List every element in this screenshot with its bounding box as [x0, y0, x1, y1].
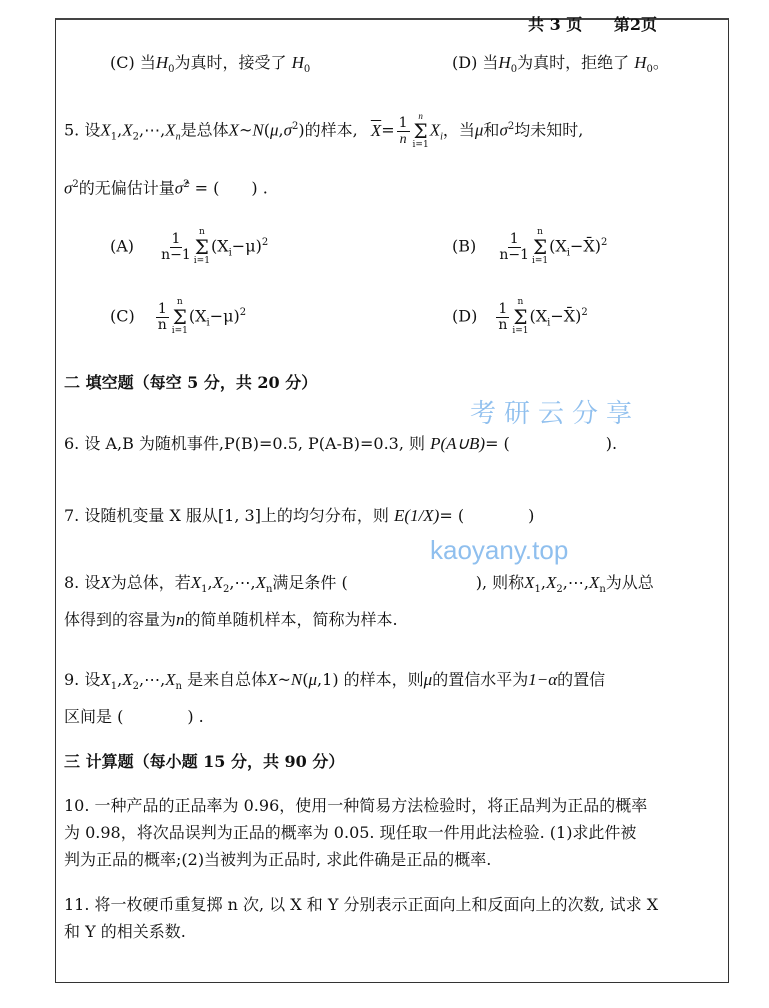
watermark-url: kaoyany.top: [430, 535, 569, 565]
page-counter: [528, 14, 657, 36]
q5-option-a: (A) $\frac{1}{n-1}$ n Σ $i=1(X_i-\mu)^2$: [110, 227, 269, 266]
q5-option-b: (B) $\frac{1}{n-1}$ n Σ $i=1(X_i-X̄)^2$: [452, 227, 608, 266]
current-page: 第2页: [613, 15, 657, 34]
q5-option-d: (D) $\frac{1}{n}$ n Σ $i=1(X_i-X̄)^2$: [452, 297, 588, 336]
question-9: 9. 设$X_1,X_2,\cdots,X_n$ 是来自总体X~N(μ,1) 的样本，则μ的置信水平为1−α的置信: [64, 670, 606, 693]
q5-option-c: (C) $\frac{1}{n}$ n Σ $i=1(X_i-\mu)^2$: [110, 297, 247, 336]
question-10-line: 判为正品的概率;(2)当被判为正品时, 求此件确是正品的概率.: [64, 850, 492, 869]
question-10-line: 为 0.98，将次品误判为正品的概率为 0.05. 现任取一件用此法检验. (1)求此件被: [64, 823, 637, 842]
question-11-line: 和 Y 的相关系数.: [64, 922, 186, 941]
question-10-line: 10. 一种产品的正品率为 0.96，使用一种简易方法检验时，将正品判为正品的概率: [64, 796, 648, 815]
section-3-title: 三 计算题（每小题 15 分，共 90 分）: [64, 752, 345, 771]
total-pages: 共 3 页: [528, 15, 583, 34]
question-6: 6. 设 A,B 为随机事件,P(B)=0.5, P(A-B)=0.3, 则 P(A∪B)= ( ).: [64, 434, 618, 453]
q4-option-c: (C) 当$H_0$为真时，接受了 $H_0$: [110, 53, 311, 76]
question-5-line2: $\sigma^2$的无偏估计量σ̂$^2$ = ( ) .: [64, 178, 268, 198]
question-8: 8. 设X为总体，若$X_1,X_2,\cdots,X_n$满足条件 ( ), 则称$X_1,X_2,\cdots,X_n$为从总: [64, 573, 654, 596]
question-5: 5. 设$X_1,X_2,\cdots,X_n$是总体$X\sim N(\mu,\sigma^2)$的样本, $\overline{X}=$ $\frac{1}{n}$ n Σ $i=1X_i$，当μ和$\sigma^2$均未知时,: [64, 111, 584, 150]
section-2-title: 二 填空题（每空 5 分，共 20 分）: [64, 373, 318, 392]
question-11-line: 11. 将一枚硬币重复掷 n 次, 以 X 和 Y 分别表示正面向上和反面向上的次数, 试求 X: [64, 895, 659, 914]
watermark-cn: 考研云分享: [470, 399, 641, 429]
question-9-line2: 区间是 ( ) .: [64, 707, 204, 726]
question-7: 7. 设随机变量 X 服从[1, 3]上的均匀分布，则 E(1/X)= ( ): [64, 506, 535, 525]
question-8-line2: 体得到的容量为n的简单随机样本，简称为样本.: [64, 610, 398, 629]
q4-option-d: (D) 当$H_0$为真时，拒绝了 $H_0$。: [452, 53, 669, 76]
